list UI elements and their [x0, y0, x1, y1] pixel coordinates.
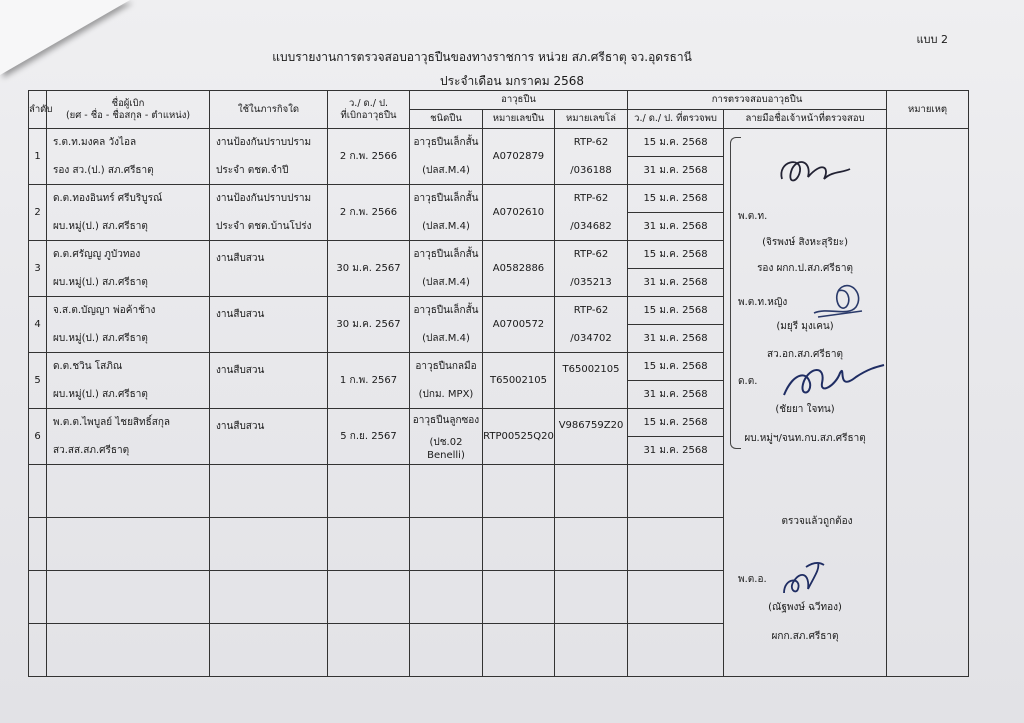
table-row: [29, 129, 969, 185]
row-no: 1: [29, 129, 47, 185]
signature-column: [724, 129, 887, 677]
borrow-date: 5 ก.ย. 2567: [328, 409, 410, 465]
borrow-date: 2 ก.พ. 2566: [328, 185, 410, 241]
header-officer-signature: ลายมือชื่อเจ้าหน้าที่ตรวจสอบ: [724, 110, 887, 129]
gun-number: A0702879: [483, 129, 555, 185]
empty-cell: [328, 465, 410, 518]
shield-number-cell: V986759Z20: [555, 409, 628, 465]
report-subtitle: ประจำเดือน มกราคม 2568: [439, 74, 585, 88]
header-check-date: ว./ ด./ ป. ที่ตรวจพบ: [628, 110, 724, 129]
verified-text: ตรวจแล้วถูกต้อง: [781, 516, 853, 527]
borrow-date: 2 ก.พ. 2566: [328, 129, 410, 185]
empty-cell: [210, 465, 328, 518]
borrower-cell: ด.ต.ศรัญญู ภูบัวทอง ผบ.หมู่(ป.) สภ.ศรีธาตุ: [47, 241, 210, 297]
sig2-position: สว.อก.สภ.ศรีธาตุ: [767, 349, 843, 360]
header-no: ลำดับ: [29, 91, 47, 129]
empty-cell: [328, 571, 410, 624]
row-no: 5: [29, 353, 47, 409]
report-title: แบบรายงานการตรวจสอบอาวุธปืนของทางราชการ หน่วย สภ.ศรีธาตุ จว.อุดรธานี: [272, 50, 692, 64]
weapon-type-cell: อาวุธปืนเล็กสั้น (ปลส.M.4): [410, 129, 483, 185]
gun-number: RTP00525Q20: [483, 409, 555, 465]
signature-1-scribble: [772, 151, 852, 191]
form-code: แบบ 2: [916, 33, 948, 46]
sig4-name: (ณัฐพงษ์ ฉวีทอง): [768, 602, 842, 613]
gun-number: T65002105: [483, 353, 555, 409]
mission-cell: งานสืบสวน: [210, 297, 328, 353]
row-no: 4: [29, 297, 47, 353]
header-inspection: การตรวจสอบอาวุธปืน: [628, 91, 887, 110]
check-dates-cell: 15 ม.ค. 2568 31 ม.ค. 2568: [628, 353, 724, 409]
header-weapon-type: ชนิดปืน: [410, 110, 483, 129]
empty-cell: [555, 624, 628, 677]
empty-cell: [29, 518, 47, 571]
empty-cell: [47, 571, 210, 624]
empty-cell: [47, 465, 210, 518]
weapon-type-cell: อาวุธปืนลูกซอง (ปช.02 Benelli): [410, 409, 483, 465]
empty-cell: [328, 518, 410, 571]
mission-cell: งานป้องกันปราบปราม ประจำ ตชต.จำปี: [210, 129, 328, 185]
check-dates-cell: 15 ม.ค. 2568 31 ม.ค. 2568: [628, 185, 724, 241]
empty-cell: [483, 518, 555, 571]
mission-cell: งานป้องกันปราบปราม ประจำ ตชต.บ้านโปร่ง: [210, 185, 328, 241]
empty-cell: [483, 571, 555, 624]
borrower-cell: พ.ต.ต.ไพบูลย์ ไชยสิทธิ์สกุล สว.สส.สภ.ศรีธาตุ: [47, 409, 210, 465]
signature-3-scribble: [776, 355, 886, 407]
empty-cell: [29, 465, 47, 518]
gun-number: A0702610: [483, 185, 555, 241]
sig3-position: ผบ.หมู่ฯ/จนท.กบ.สภ.ศรีธาตุ: [744, 433, 866, 444]
empty-cell: [328, 624, 410, 677]
empty-cell: [555, 571, 628, 624]
empty-cell: [483, 624, 555, 677]
empty-cell: [47, 624, 210, 677]
sig1-position: รอง ผกก.ป.สภ.ศรีธาตุ: [757, 263, 853, 274]
shield-number-cell: RTP-62 /034682: [555, 185, 628, 241]
shield-number-cell: RTP-62 /035213: [555, 241, 628, 297]
header-gun-no: หมายเลขปืน: [483, 110, 555, 129]
empty-cell: [410, 624, 483, 677]
signature-2-scribble: [808, 277, 868, 323]
sig2-rank: พ.ต.ท.หญิง: [738, 297, 788, 308]
weapon-type-cell: อาวุธปืนเล็กสั้น (ปลส.M.4): [410, 185, 483, 241]
sig1-name: (จิรพงษ์ สิงหะสุริยะ): [762, 237, 848, 248]
sig4-position: ผกก.สภ.ศรีธาตุ: [771, 631, 839, 642]
empty-cell: [29, 571, 47, 624]
mission-cell: งานสืบสวน: [210, 353, 328, 409]
sig2-name: (มยุรี มุงเคน): [776, 321, 834, 332]
borrow-date: 30 ม.ค. 2567: [328, 241, 410, 297]
empty-cell: [210, 518, 328, 571]
row-no: 3: [29, 241, 47, 297]
mission-cell: งานสืบสวน: [210, 241, 328, 297]
empty-cell: [555, 518, 628, 571]
sig3-rank: ด.ต.: [738, 376, 758, 387]
empty-cell: [555, 465, 628, 518]
check-dates-cell: 15 ม.ค. 2568 31 ม.ค. 2568: [628, 129, 724, 185]
empty-cell: [410, 518, 483, 571]
check-dates-cell: 15 ม.ค. 2568 31 ม.ค. 2568: [628, 297, 724, 353]
check-dates-cell: 15 ม.ค. 2568 31 ม.ค. 2568: [628, 241, 724, 297]
row-no: 2: [29, 185, 47, 241]
remarks-column: [887, 129, 969, 677]
shield-number-cell: RTP-62 /034702: [555, 297, 628, 353]
empty-cell: [628, 465, 724, 518]
borrower-cell: ด.ต.ทองอินทร์ ศรีบริบูรณ์ ผบ.หมู่(ป.) สภ.ศรีธาตุ: [47, 185, 210, 241]
sig3-name: (ชัยยา ใจทน): [775, 404, 835, 415]
borrower-cell: ร.ต.ท.มงคล วังไอล รอง สว.(ป.) สภ.ศรีธาตุ: [47, 129, 210, 185]
header-remarks: หมายเหตุ: [887, 91, 969, 129]
weapon-type-cell: อาวุธปืนเล็กสั้น (ปลส.M.4): [410, 241, 483, 297]
header-shield-no: หมายเลขโล่: [555, 110, 628, 129]
empty-cell: [29, 624, 47, 677]
header-borrower: ชื่อผู้เบิก (ยศ - ชื่อ - ชื่อสกุล - ตำแหน่ง): [47, 91, 210, 129]
empty-cell: [210, 571, 328, 624]
check-dates-cell: 15 ม.ค. 2568 31 ม.ค. 2568: [628, 409, 724, 465]
weapon-type-cell: อาวุธปืนเล็กสั้น (ปลส.M.4): [410, 297, 483, 353]
empty-cell: [210, 624, 328, 677]
row-no: 6: [29, 409, 47, 465]
sig1-rank: พ.ต.ท.: [738, 211, 768, 222]
header-date-borrow: ว./ ด./ ป. ที่เบิกอาวุธปืน: [328, 91, 410, 129]
shield-number-cell: RTP-62 /036188: [555, 129, 628, 185]
gun-number: A0582886: [483, 241, 555, 297]
empty-cell: [47, 518, 210, 571]
empty-cell: [483, 465, 555, 518]
empty-cell: [410, 571, 483, 624]
borrower-cell: ด.ต.ชวิน โสภิณ ผบ.หมู่(ป.) สภ.ศรีธาตุ: [47, 353, 210, 409]
header-mission: ใช้ในภารกิจใด: [210, 91, 328, 129]
empty-cell: [410, 465, 483, 518]
weapon-type-cell: อาวุธปืนกลมือ (ปกม. MPX): [410, 353, 483, 409]
shield-number-cell: T65002105: [555, 353, 628, 409]
empty-cell: [628, 624, 724, 677]
borrower-cell: จ.ส.ต.บัญญา พ่อค้าช้าง ผบ.หมู่(ป.) สภ.ศรีธาตุ: [47, 297, 210, 353]
gun-number: A0700572: [483, 297, 555, 353]
empty-cell: [628, 571, 724, 624]
header-weapon: อาวุธปืน: [410, 91, 628, 110]
empty-cell: [628, 518, 724, 571]
borrow-date: 30 ม.ค. 2567: [328, 297, 410, 353]
borrow-date: 1 ก.พ. 2567: [328, 353, 410, 409]
sig4-rank: พ.ต.อ.: [738, 574, 767, 585]
inspection-table: [28, 90, 969, 677]
signature-4-scribble: [778, 559, 828, 599]
mission-cell: งานสืบสวน: [210, 409, 328, 465]
